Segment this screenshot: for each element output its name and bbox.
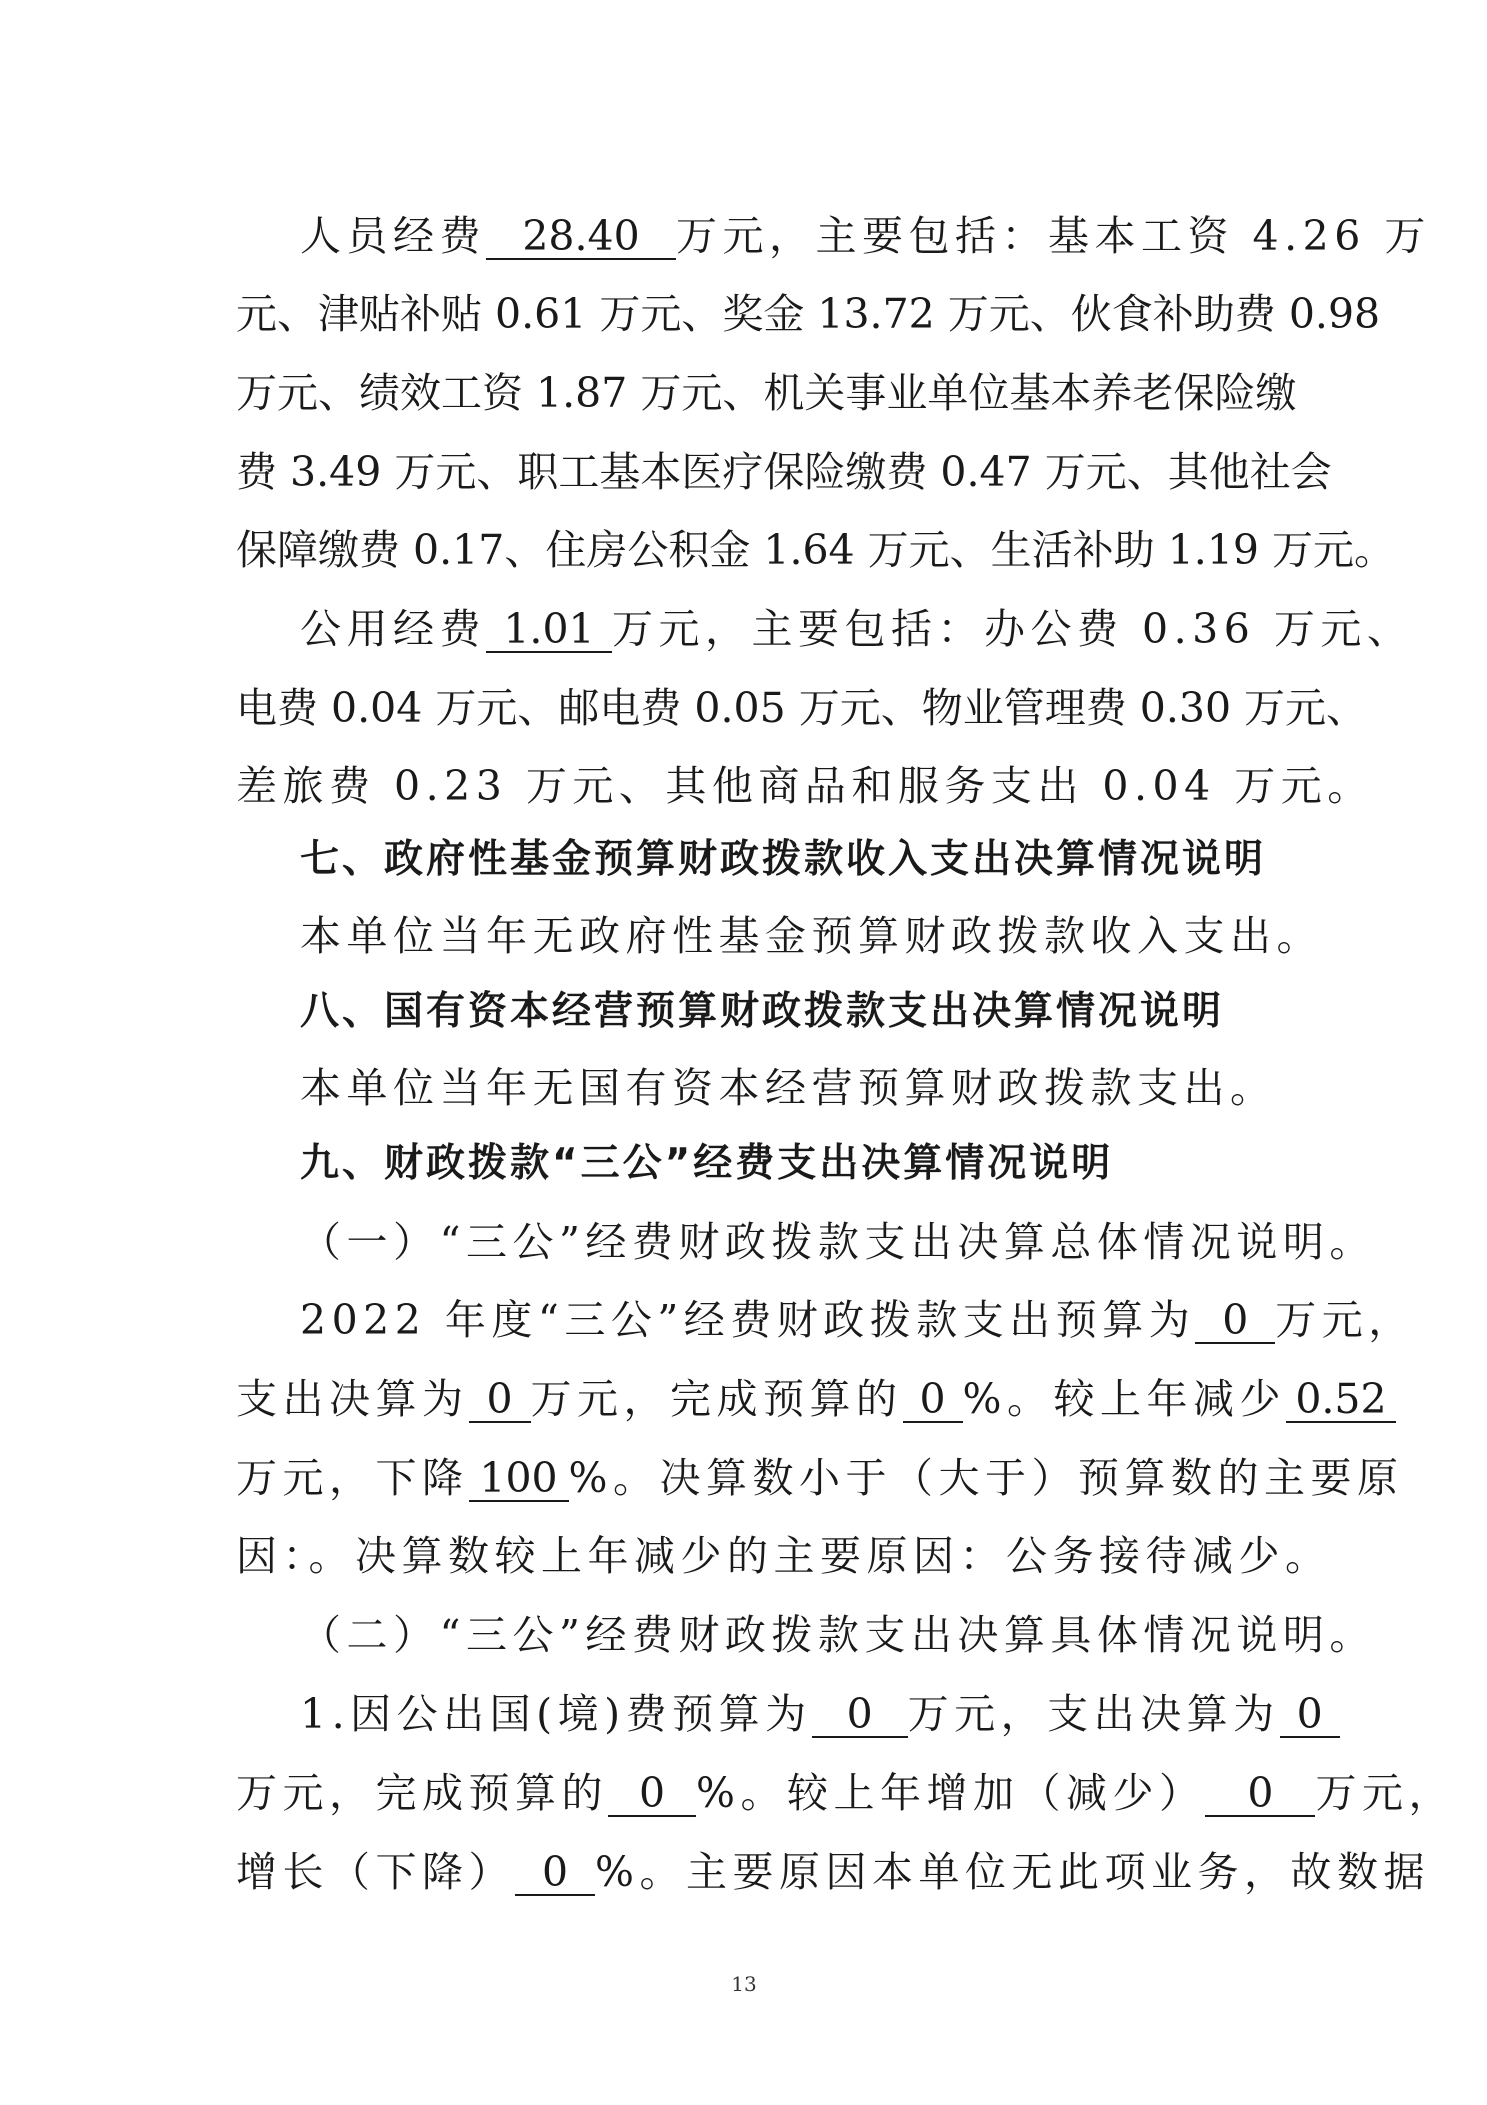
p2-text: 万元， [1315, 1769, 1455, 1817]
p2-text: 万元，完成预算的 [236, 1769, 608, 1817]
p1-text: 支出决算为 [236, 1375, 469, 1423]
p2-text: 万元，支出决算为 [907, 1690, 1280, 1738]
p2-text: 增长（下降） [236, 1848, 515, 1896]
p1-budget-value: 0 [1195, 1298, 1275, 1344]
public-line-2: 电费 0.04 万元、邮电费 0.05 万元、物业管理费 0.30 万元、 [236, 684, 1368, 732]
section-9-p1-line-3 [236, 1452, 1404, 1504]
section-7-heading: 七、政府性基金预算财政拨款收入支出决算情况说明 [300, 837, 1267, 882]
public-line-3: 差旅费 0.23 万元、其他商品和服务支出 0.04 万元。 [236, 762, 1374, 810]
personnel-line-1 [300, 210, 1431, 262]
p1-actual-value: 0 [469, 1377, 531, 1423]
p2-change-value: 0 [1205, 1771, 1315, 1817]
p2-completion-value: 0 [608, 1771, 696, 1817]
section-9-sub1-title: （一）“三公”经费财政拨款支出决算总体情况说明。 [300, 1218, 1376, 1266]
public-line-1 [300, 603, 1414, 655]
page-number: 13 [731, 1972, 757, 1996]
section-8-heading: 八、国有资本经营预算财政拨款支出决算情况说明 [300, 989, 1225, 1034]
personnel-line-3: 万元、绩效工资 1.87 万元、机关事业单位基本养老保险缴 [236, 369, 1297, 417]
p1-decline-value: 100 [469, 1456, 569, 1502]
personnel-line-5: 保障缴费 0.17、住房公积金 1.64 万元、生活补助 1.19 万元。 [236, 526, 1396, 574]
p2-text: %。较上年增加（减少） [696, 1769, 1206, 1817]
p1-decrease-value: 0.52 [1286, 1377, 1396, 1423]
p1-text: 2022 年度“三公”经费财政拨款支出预算为 [300, 1296, 1196, 1344]
personnel-line-4: 费 3.49 万元、职工基本医疗保险缴费 0.47 万元、其他社会 [236, 448, 1332, 496]
p1-text: 万元，下降 [236, 1454, 469, 1502]
section-9-p1-line-1 [300, 1294, 1415, 1346]
p1-text: 万元， [1275, 1296, 1415, 1344]
p2-budget-value: 0 [812, 1692, 908, 1738]
p2-growth-value: 0 [515, 1850, 595, 1896]
section-9-p2-line-3 [236, 1846, 1430, 1898]
section-8-text: 本单位当年无国有资本经营预算财政拨款支出。 [300, 1064, 1277, 1112]
p2-text: %。主要原因本单位无此项业务，故数据 [595, 1848, 1430, 1896]
p1-text: %。较上年减少 [962, 1375, 1286, 1423]
section-9-p2-line-2 [236, 1767, 1455, 1819]
section-9-p1-line-2 [236, 1373, 1387, 1425]
section-9-sub2-title: （二）“三公”经费财政拨款支出决算具体情况说明。 [300, 1611, 1376, 1659]
personnel-text: 万元，主要包括：基本工资 4.26 万 [676, 212, 1431, 260]
personnel-amount: 28.40 [486, 214, 676, 260]
public-amount: 1.01 [486, 607, 612, 653]
p2-actual-value: 0 [1280, 1692, 1340, 1738]
public-label: 公用经费 [300, 605, 486, 653]
public-text: 万元，主要包括：办公费 0.36 万元、 [612, 605, 1414, 653]
p1-text: 万元，完成预算的 [530, 1375, 903, 1423]
p1-text: %。决算数小于（大于）预算数的主要原 [568, 1454, 1404, 1502]
personnel-line-2: 元、津贴补贴 0.61 万元、奖金 13.72 万元、伙食补助费 0.98 [236, 290, 1381, 338]
p1-completion-value: 0 [903, 1377, 963, 1423]
section-9-p1-line-4: 因：。决算数较上年减少的主要原因：公务接待减少。 [236, 1532, 1332, 1580]
section-9-heading: 九、财政拨款“三公”经费支出决算情况说明 [300, 1141, 1114, 1186]
personnel-label: 人员经费 [300, 212, 486, 260]
p2-text: 1.因公出国(境)费预算为 [300, 1690, 812, 1738]
section-7-text: 本单位当年无政府性基金预算财政拨款收入支出。 [300, 912, 1323, 960]
section-9-p2-line-1 [300, 1688, 1323, 1740]
